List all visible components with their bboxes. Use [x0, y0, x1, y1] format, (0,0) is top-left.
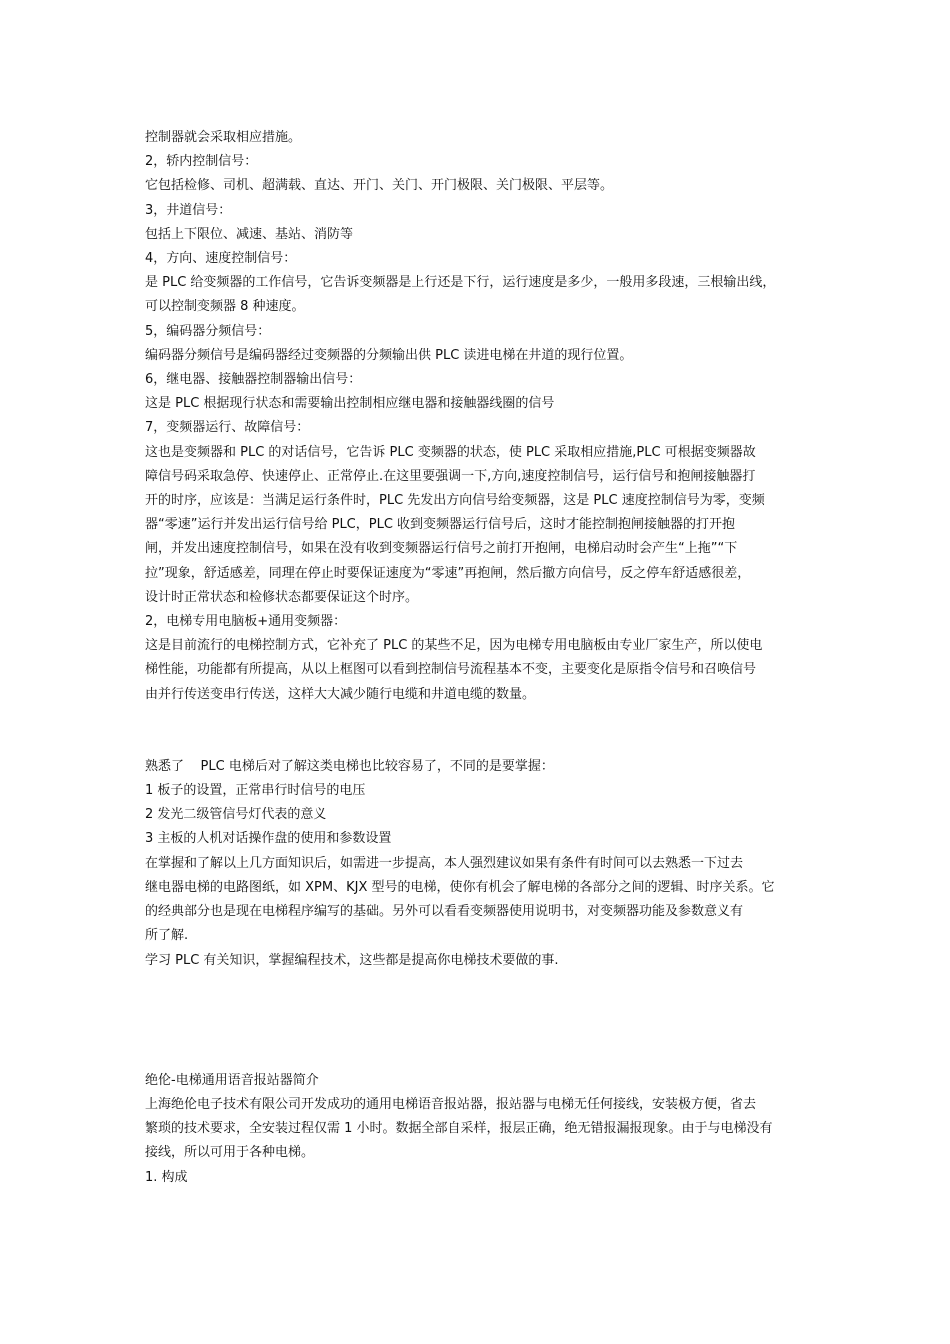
section-gap: [145, 707, 815, 755]
paragraph-inverter-status-line: 障信号码采取急停、快速停止、正常停止.在这里要强调一下,方向,速度控制信号，运行信号和抱闸接触器打: [145, 468, 756, 484]
paragraph-inverter-status-line: 设计时正常状态和检修状态都要保证这个时序。: [145, 589, 419, 605]
paragraph-encoder: 编码器分频信号是编码器经过变频器的分频输出供 PLC 读进电梯在井道的现行位置。: [145, 347, 633, 363]
announcer-subheading: 1. 构成: [145, 1169, 188, 1185]
paragraph-inverter-status-line: 闸，并发出速度控制信号，如果在没有收到变频器运行信号之前打开抱闸，电梯启动时会产生“上拖”“下: [145, 541, 738, 557]
study-advice-line: 所了解.: [145, 928, 189, 944]
study-item-1: 1 板子的设置，正常串行时信号的电压: [145, 783, 366, 799]
paragraph-inverter-status-line: 开的时序，应该是：当满足运行条件时，PLC 先发出方向信号给变频器，这是 PLC 速度控制信号为零，变频: [145, 493, 765, 509]
section-gap: [145, 973, 815, 1069]
paragraph-shaft-signals: 包括上下限位、减速、基站、消防等: [145, 226, 354, 242]
paragraph-board-inverter-line: 由并行传送变串行传送，这样大大减少随行电缆和井道电缆的数量。: [145, 686, 536, 702]
paragraph-board-inverter-line: 梯性能，功能都有所提高，从以上框图可以看到控制信号流程基本不变，主要变化是原指令信号和召唤信号: [145, 662, 757, 678]
heading-cabin-signals: 2，轿内控制信号：: [145, 154, 258, 170]
study-advice-line: 继电器电梯的电路图纸，如 XPM、KJX 型号的电梯，使你有机会了解电梯的各部分之间的逻辑、时序关系。它: [145, 879, 775, 895]
study-item-2: 2 发光二级管信号灯代表的意义: [145, 807, 327, 823]
paragraph-inverter-status-line: 拉”现象，舒适感差，同理在停止时要保证速度为“零速”再抱闸，然后撤方向信号，反之停车舒适感很差，: [145, 565, 751, 581]
heading-shaft-signals: 3，井道信号：: [145, 202, 232, 218]
study-intro: 熟悉了 PLC 电梯后对了解这类电梯也比较容易了，不同的是要掌握：: [145, 758, 554, 774]
announcer-paragraph-line: 接线，所以可用于各种电梯。: [145, 1145, 315, 1161]
heading-direction-speed: 4，方向、速度控制信号：: [145, 251, 297, 267]
heading-board-inverter: 2，电梯专用电脑板+通用变频器：: [145, 614, 347, 630]
heading-relay-output: 6，继电器、接触器控制器输出信号：: [145, 372, 362, 388]
paragraph-direction-speed-line: 是 PLC 给变频器的工作信号，它告诉变频器是上行还是下行，运行速度是多少，一般用多段速，三根输出线，: [145, 275, 776, 291]
paragraph-cabin-signals: 它包括检修、司机、超满载、直达、开门、关门、开门极限、关门极限、平层等。: [145, 178, 614, 194]
document-page: [145, 126, 815, 1190]
paragraph-board-inverter-line: 这是目前流行的电梯控制方式，它补充了 PLC 的某些不足，因为电梯专用电脑板由专业厂家生产，所以使电: [145, 638, 763, 654]
announcer-title: 绝伦-电梯通用语音报站器简介: [145, 1072, 319, 1088]
study-advice-line: 的经典部分也是现在电梯程序编写的基础。另外可以看看变频器使用说明书，对变频器功能及参数意义有: [145, 904, 744, 920]
study-item-3: 3 主板的人机对话操作盘的使用和参数设置: [145, 831, 392, 847]
paragraph-inverter-status-line: 这也是变频器和 PLC 的对话信号，它告诉 PLC 变频器的状态，使 PLC 采取相应措施,PLC 可根据变频器故: [145, 444, 756, 460]
paragraph-inverter-status-line: 器“零速”运行并发出运行信号给 PLC，PLC 收到变频器运行信号后，这时才能控制抱闸接触器的打开抱: [145, 517, 736, 533]
study-advice-line: 在掌握和了解以上几方面知识后，如需进一步提高，本人强烈建议如果有条件有时间可以去熟悉一下过去: [145, 855, 744, 871]
announcer-paragraph-line: 上海绝伦电子技术有限公司开发成功的通用电梯语音报站器，报站器与电梯无任何接线，安装极方便，省去: [145, 1096, 757, 1112]
paragraph-direction-speed-line: 可以控制变频器 8 种速度。: [145, 299, 305, 315]
announcer-paragraph-line: 繁琐的技术要求，全安装过程仅需 1 小时。数据全部自采样，报层正确，绝无错报漏报现象。由于与电梯没有: [145, 1121, 773, 1137]
heading-inverter-status: 7，变频器运行、故障信号：: [145, 420, 310, 436]
heading-encoder: 5，编码器分频信号：: [145, 323, 271, 339]
intro-tail: 控制器就会采取相应措施。: [145, 130, 302, 145]
paragraph-relay-output: 这是 PLC 根据现行状态和需要输出控制相应继电器和接触器线圈的信号: [145, 396, 555, 412]
study-closing: 学习 PLC 有关知识，掌握编程技术，这些都是提高你电梯技术要做的事.: [145, 952, 559, 968]
